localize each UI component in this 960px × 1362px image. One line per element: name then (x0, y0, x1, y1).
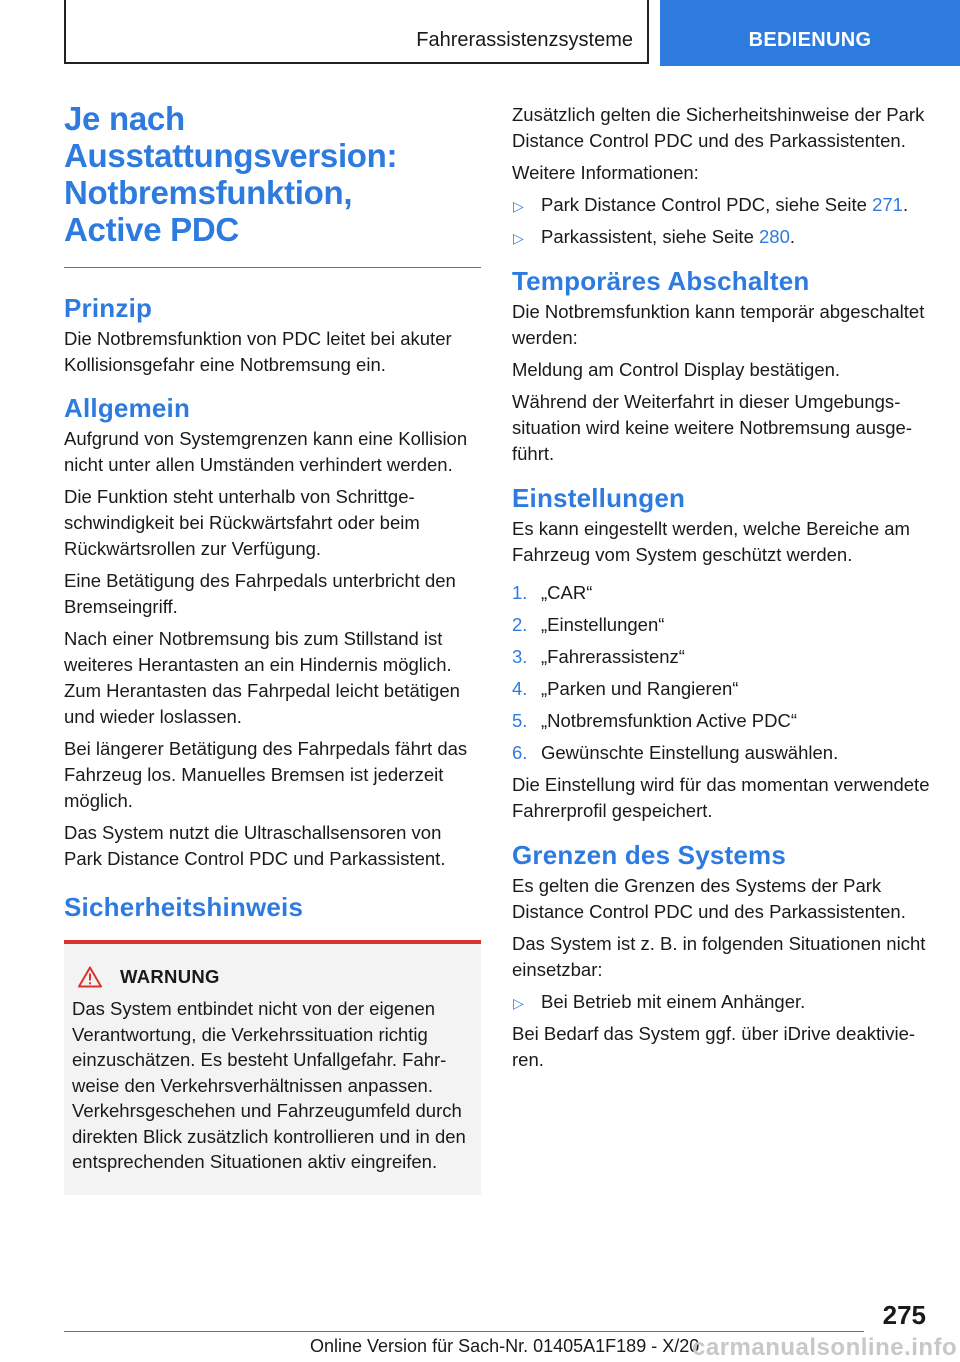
right-column (512, 102, 932, 1079)
heading-grenzen-des-systems: Grenzen des Systems (512, 840, 787, 870)
paragraph: Meldung am Control Display bestätigen. (512, 359, 841, 380)
settings-steps (512, 580, 932, 766)
list-item: 2. „Einstellungen“ (512, 614, 665, 635)
header-chapter-tab (660, 0, 960, 66)
heading-sicherheitshinweis: Sicherheitshinweis (64, 892, 304, 922)
paragraph: Bei längerer Betätigung des Fahrpedals fährt das Fahrzeug los. Manuelles Bremsen ist jederzeit möglich. (64, 738, 468, 811)
paragraph: Die Notbremsfunktion von PDC leitet bei akuter Kollisionsgefahr eine Notbremsung ein. (64, 328, 452, 375)
paragraph: Die Funktion steht unterhalb von Schrittgeschwindigkeit bei Rückwärtsfahrt oder beim Rückwärtsrollen zur Verfügung. (64, 486, 420, 559)
page-link-271[interactable]: 271 (872, 194, 903, 215)
triangle-bullet-icon: ▷ (513, 198, 524, 214)
footer-online-version: Online Version für Sach-Nr. 01405A1F189 - X/20 (310, 1336, 700, 1356)
heading-allgemein: Allgemein (64, 393, 191, 423)
paragraph: Bei Bedarf das System ggf. über iDrive deaktivieren. (512, 1023, 916, 1070)
paragraph: Das System nutzt die Ultraschallsensoren von Park Distance Control PDC und Parkassistent. (64, 822, 446, 869)
paragraph: Es gelten die Grenzen des Systems der Park Distance Control PDC und des Parkassistenten. (512, 875, 906, 922)
paragraph: Die Einstellung wird für das momentan verwendete Fahrerprofil gespeichert. (512, 774, 930, 821)
list-item: 1. „CAR“ (512, 582, 593, 603)
left-column (64, 100, 481, 1195)
list-item: 3. „Fahrerassistenz“ (512, 646, 685, 667)
paragraph: Die Notbremsfunktion kann temporär abgeschaltet werden: (512, 301, 925, 348)
paragraph: Das System ist z. B. in folgenden Situationen nicht einsetzbar: (512, 933, 926, 980)
page-number: 275 (882, 1300, 926, 1330)
list-item: ▷ Park Distance Control PDC, siehe Seite 271. (512, 192, 932, 218)
paragraph: Zusätzlich gelten die Sicherheitshinweise der Park Distance Control PDC und des Parkassistenten. (512, 104, 925, 151)
page-title: Je nach Ausstattungsversion: Notbremsfunktion, Active PDC (64, 100, 398, 248)
paragraph: Eine Betätigung des Fahrpedals unterbricht den Bremseingriff. (64, 570, 456, 617)
title-divider (64, 267, 481, 268)
warning-title: WARNUNG (120, 966, 220, 987)
heading-prinzip: Prinzip (64, 293, 153, 323)
list-item: ▷ Bei Betrieb mit einem Anhänger. (512, 989, 932, 1015)
warning-box (64, 940, 481, 1195)
page-link-280[interactable]: 280 (759, 226, 790, 247)
footer-divider (64, 1331, 864, 1332)
reference-list (512, 192, 932, 250)
limits-list (512, 989, 932, 1015)
paragraph: Nach einer Notbremsung bis zum Stillstand ist weiteres Herantasten an ein Hindernis möglich. Zum Herantasten das Fahrpedal leicht betätigen und wieder loslassen. (64, 628, 460, 727)
triangle-bullet-icon: ▷ (513, 995, 524, 1011)
list-item: 6. Gewünschte Einstellung auswählen. (512, 742, 839, 763)
triangle-bullet-icon: ▷ (513, 230, 524, 246)
paragraph: Es kann eingestellt werden, welche Bereiche am Fahrzeug vom System geschützt werden. (512, 518, 910, 565)
header-section-title: Fahrerassistenzsysteme (416, 29, 633, 51)
header-chapter-title: BEDIENUNG (748, 29, 872, 51)
warning-text: Das System entbindet nicht von der eigenen Verantwortung, die Verkehrssituation richtig einzuschätzen. Es besteht Unfallgefahr. Fahrweise den Verkehrsverhältnissen anpassen. Verkehrsgeschehen und Fahrzeugumfeld durch direkten Blick zusätzlich kontrollieren und in den entsprechenden Situationen aktiv eingreifen. (72, 998, 466, 1172)
warning-triangle-icon (78, 966, 102, 988)
paragraph: Aufgrund von Systemgrenzen kann eine Kollision nicht unter allen Umständen verhindert werden. (64, 428, 468, 475)
paragraph: Weitere Informationen: (512, 162, 699, 183)
heading-temporaeres-abschalten: Temporäres Abschalten (512, 266, 810, 296)
list-item: 4. „Parken und Rangieren“ (512, 678, 739, 699)
footer-watermark: carmanualsonline.info (692, 1334, 958, 1361)
heading-einstellungen: Einstellungen (512, 483, 686, 513)
paragraph: Während der Weiterfahrt in dieser Umgebungssituation wird keine weitere Notbremsung ausgeführt. (512, 391, 913, 464)
header-section-box (64, 0, 649, 64)
warning-header (72, 966, 473, 988)
list-item: 5. „Notbremsfunktion Active PDC“ (512, 710, 798, 731)
list-item: ▷ Parkassistent, siehe Seite 280. (512, 224, 932, 250)
